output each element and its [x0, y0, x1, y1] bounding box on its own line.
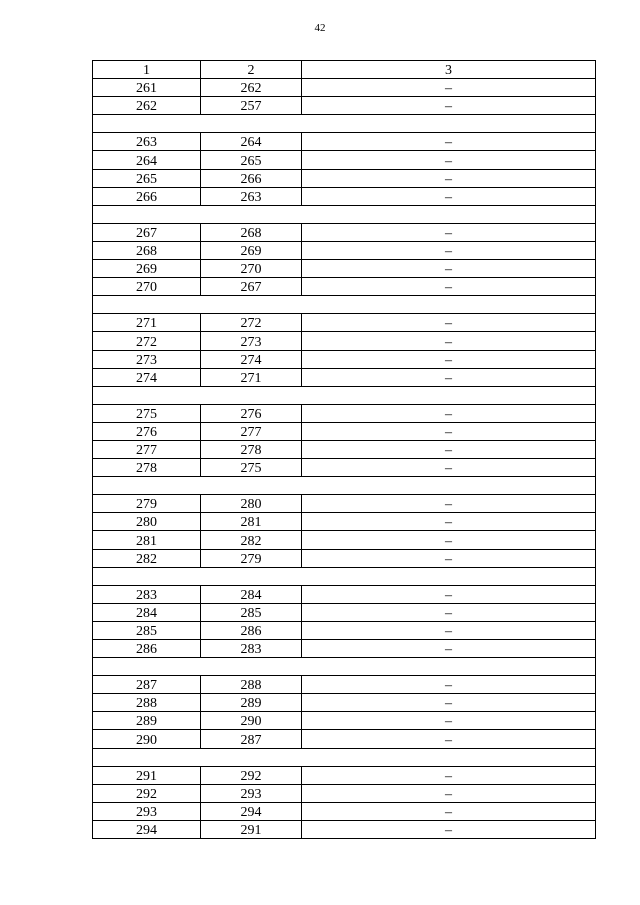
table-row: [93, 314, 596, 332]
table-cell-col-3: –: [302, 730, 596, 748]
table-cell-col-2: 287: [201, 730, 302, 748]
table-row: [93, 712, 596, 730]
separator-cell: [93, 296, 596, 314]
table-row: [93, 350, 596, 368]
table-cell-col-1: 272: [93, 332, 201, 350]
group-separator-row: [93, 205, 596, 223]
group-separator-row: [93, 658, 596, 676]
table-cell-col-3: –: [302, 314, 596, 332]
separator-cell: [93, 386, 596, 404]
table-cell-col-2: 271: [201, 368, 302, 386]
table-cell-col-3: –: [302, 513, 596, 531]
table-row: [93, 404, 596, 422]
table-cell-col-3: –: [302, 784, 596, 802]
header-cell: 3: [302, 61, 596, 79]
table-row: [93, 241, 596, 259]
table-cell-col-3: –: [302, 404, 596, 422]
table-cell-col-1: 262: [93, 97, 201, 115]
table-cell-col-3: –: [302, 459, 596, 477]
table-row: [93, 585, 596, 603]
table-cell-col-2: 265: [201, 151, 302, 169]
table-cell-col-3: –: [302, 169, 596, 187]
group-separator-row: [93, 386, 596, 404]
header-cell: 1: [93, 61, 201, 79]
table-cell-col-3: –: [302, 712, 596, 730]
table-cell-col-2: 277: [201, 422, 302, 440]
header-cell: 2: [201, 61, 302, 79]
table-cell-col-2: 282: [201, 531, 302, 549]
table-cell-col-2: 264: [201, 133, 302, 151]
table-row: [93, 187, 596, 205]
table-cell-col-1: 289: [93, 712, 201, 730]
table-cell-col-3: –: [302, 603, 596, 621]
table-row: [93, 368, 596, 386]
table-row: [93, 332, 596, 350]
table-cell-col-1: 263: [93, 133, 201, 151]
table-row: [93, 802, 596, 820]
table-cell-col-2: 283: [201, 640, 302, 658]
separator-cell: [93, 115, 596, 133]
table-cell-col-2: 275: [201, 459, 302, 477]
table-cell-col-3: –: [302, 694, 596, 712]
table-row: [93, 621, 596, 639]
table-cell-col-2: 290: [201, 712, 302, 730]
table-row: [93, 260, 596, 278]
table-cell-col-3: –: [302, 766, 596, 784]
table-cell-col-1: 267: [93, 223, 201, 241]
table-cell-col-3: –: [302, 440, 596, 458]
table-cell-col-1: 288: [93, 694, 201, 712]
table-cell-col-1: 284: [93, 603, 201, 621]
group-separator-row: [93, 477, 596, 495]
table-cell-col-3: –: [302, 79, 596, 97]
table-cell-col-2: 273: [201, 332, 302, 350]
table-cell-col-1: 269: [93, 260, 201, 278]
table-cell-col-2: 278: [201, 440, 302, 458]
table-cell-col-1: 281: [93, 531, 201, 549]
table-cell-col-2: 288: [201, 676, 302, 694]
table-row: [93, 603, 596, 621]
group-separator-row: [93, 567, 596, 585]
table-cell-col-3: –: [302, 531, 596, 549]
table-cell-col-1: 278: [93, 459, 201, 477]
table-cell-col-3: –: [302, 820, 596, 838]
separator-cell: [93, 567, 596, 585]
table-cell-col-2: 280: [201, 495, 302, 513]
table-row: [93, 676, 596, 694]
table-cell-col-1: 271: [93, 314, 201, 332]
table-cell-col-2: 285: [201, 603, 302, 621]
table-row: [93, 440, 596, 458]
table-cell-col-3: –: [302, 495, 596, 513]
table-row: [93, 549, 596, 567]
table-cell-col-2: 274: [201, 350, 302, 368]
table-cell-col-1: 261: [93, 79, 201, 97]
table-cell-col-3: –: [302, 332, 596, 350]
table-cell-col-3: –: [302, 585, 596, 603]
table-cell-col-3: –: [302, 187, 596, 205]
table-cell-col-1: 277: [93, 440, 201, 458]
table-cell-col-3: –: [302, 97, 596, 115]
table-cell-col-2: 272: [201, 314, 302, 332]
table-row: [93, 766, 596, 784]
group-separator-row: [93, 115, 596, 133]
table-cell-col-3: –: [302, 422, 596, 440]
table-cell-col-1: 264: [93, 151, 201, 169]
table-cell-col-1: 292: [93, 784, 201, 802]
table-cell-col-2: 262: [201, 79, 302, 97]
table-row: [93, 495, 596, 513]
table-cell-col-2: 284: [201, 585, 302, 603]
table-cell-col-2: 292: [201, 766, 302, 784]
table-cell-col-3: –: [302, 151, 596, 169]
table-cell-col-1: 275: [93, 404, 201, 422]
table-row: [93, 79, 596, 97]
table-cell-col-1: 286: [93, 640, 201, 658]
table-cell-col-1: 287: [93, 676, 201, 694]
separator-cell: [93, 477, 596, 495]
table-cell-col-2: 266: [201, 169, 302, 187]
group-separator-row: [93, 296, 596, 314]
table-cell-col-2: 281: [201, 513, 302, 531]
table-cell-col-1: 266: [93, 187, 201, 205]
table-row: [93, 169, 596, 187]
table-cell-col-2: 267: [201, 278, 302, 296]
separator-cell: [93, 748, 596, 766]
table-row: [93, 784, 596, 802]
table-row: [93, 422, 596, 440]
table-row: [93, 531, 596, 549]
table-cell-col-3: –: [302, 368, 596, 386]
table-row: [93, 694, 596, 712]
table-cell-col-2: 293: [201, 784, 302, 802]
table-cell-col-3: –: [302, 802, 596, 820]
table-cell-col-1: 294: [93, 820, 201, 838]
table-cell-col-1: 282: [93, 549, 201, 567]
table-cell-col-1: 279: [93, 495, 201, 513]
table-row: [93, 133, 596, 151]
table-row: [93, 97, 596, 115]
table-cell-col-2: 286: [201, 621, 302, 639]
table-cell-col-1: 274: [93, 368, 201, 386]
table-body: [93, 61, 596, 839]
page-number: 42: [314, 22, 326, 34]
table-row: [93, 513, 596, 531]
table-cell-col-3: –: [302, 223, 596, 241]
table-row: [93, 730, 596, 748]
table-cell-col-1: 280: [93, 513, 201, 531]
table-cell-col-3: –: [302, 621, 596, 639]
table-row: [93, 459, 596, 477]
table-cell-col-3: –: [302, 133, 596, 151]
table-cell-col-2: 257: [201, 97, 302, 115]
table-cell-col-1: 293: [93, 802, 201, 820]
table-cell-col-1: 283: [93, 585, 201, 603]
table-cell-col-2: 279: [201, 549, 302, 567]
group-separator-row: [93, 748, 596, 766]
table-cell-col-2: 289: [201, 694, 302, 712]
table-row: [93, 820, 596, 838]
table-cell-col-3: –: [302, 278, 596, 296]
header-row: [93, 61, 596, 79]
table-cell-col-3: –: [302, 676, 596, 694]
table-cell-col-2: 270: [201, 260, 302, 278]
table-cell-col-2: 294: [201, 802, 302, 820]
table-cell-col-2: 268: [201, 223, 302, 241]
table-row: [93, 640, 596, 658]
separator-cell: [93, 658, 596, 676]
table-cell-col-3: –: [302, 640, 596, 658]
table-cell-col-1: 290: [93, 730, 201, 748]
table-row: [93, 223, 596, 241]
table-row: [93, 151, 596, 169]
table-cell-col-1: 276: [93, 422, 201, 440]
table-cell-col-1: 273: [93, 350, 201, 368]
table-cell-col-1: 270: [93, 278, 201, 296]
table-cell-col-1: 291: [93, 766, 201, 784]
table-cell-col-3: –: [302, 241, 596, 259]
table-cell-col-3: –: [302, 549, 596, 567]
table-row: [93, 278, 596, 296]
table-cell-col-2: 276: [201, 404, 302, 422]
table-cell-col-3: –: [302, 260, 596, 278]
table-cell-col-2: 269: [201, 241, 302, 259]
table-cell-col-2: 291: [201, 820, 302, 838]
table-cell-col-1: 268: [93, 241, 201, 259]
separator-cell: [93, 205, 596, 223]
table-cell-col-1: 285: [93, 621, 201, 639]
table-cell-col-2: 263: [201, 187, 302, 205]
table-cell-col-3: –: [302, 350, 596, 368]
table-cell-col-1: 265: [93, 169, 201, 187]
data-table: [92, 60, 596, 839]
